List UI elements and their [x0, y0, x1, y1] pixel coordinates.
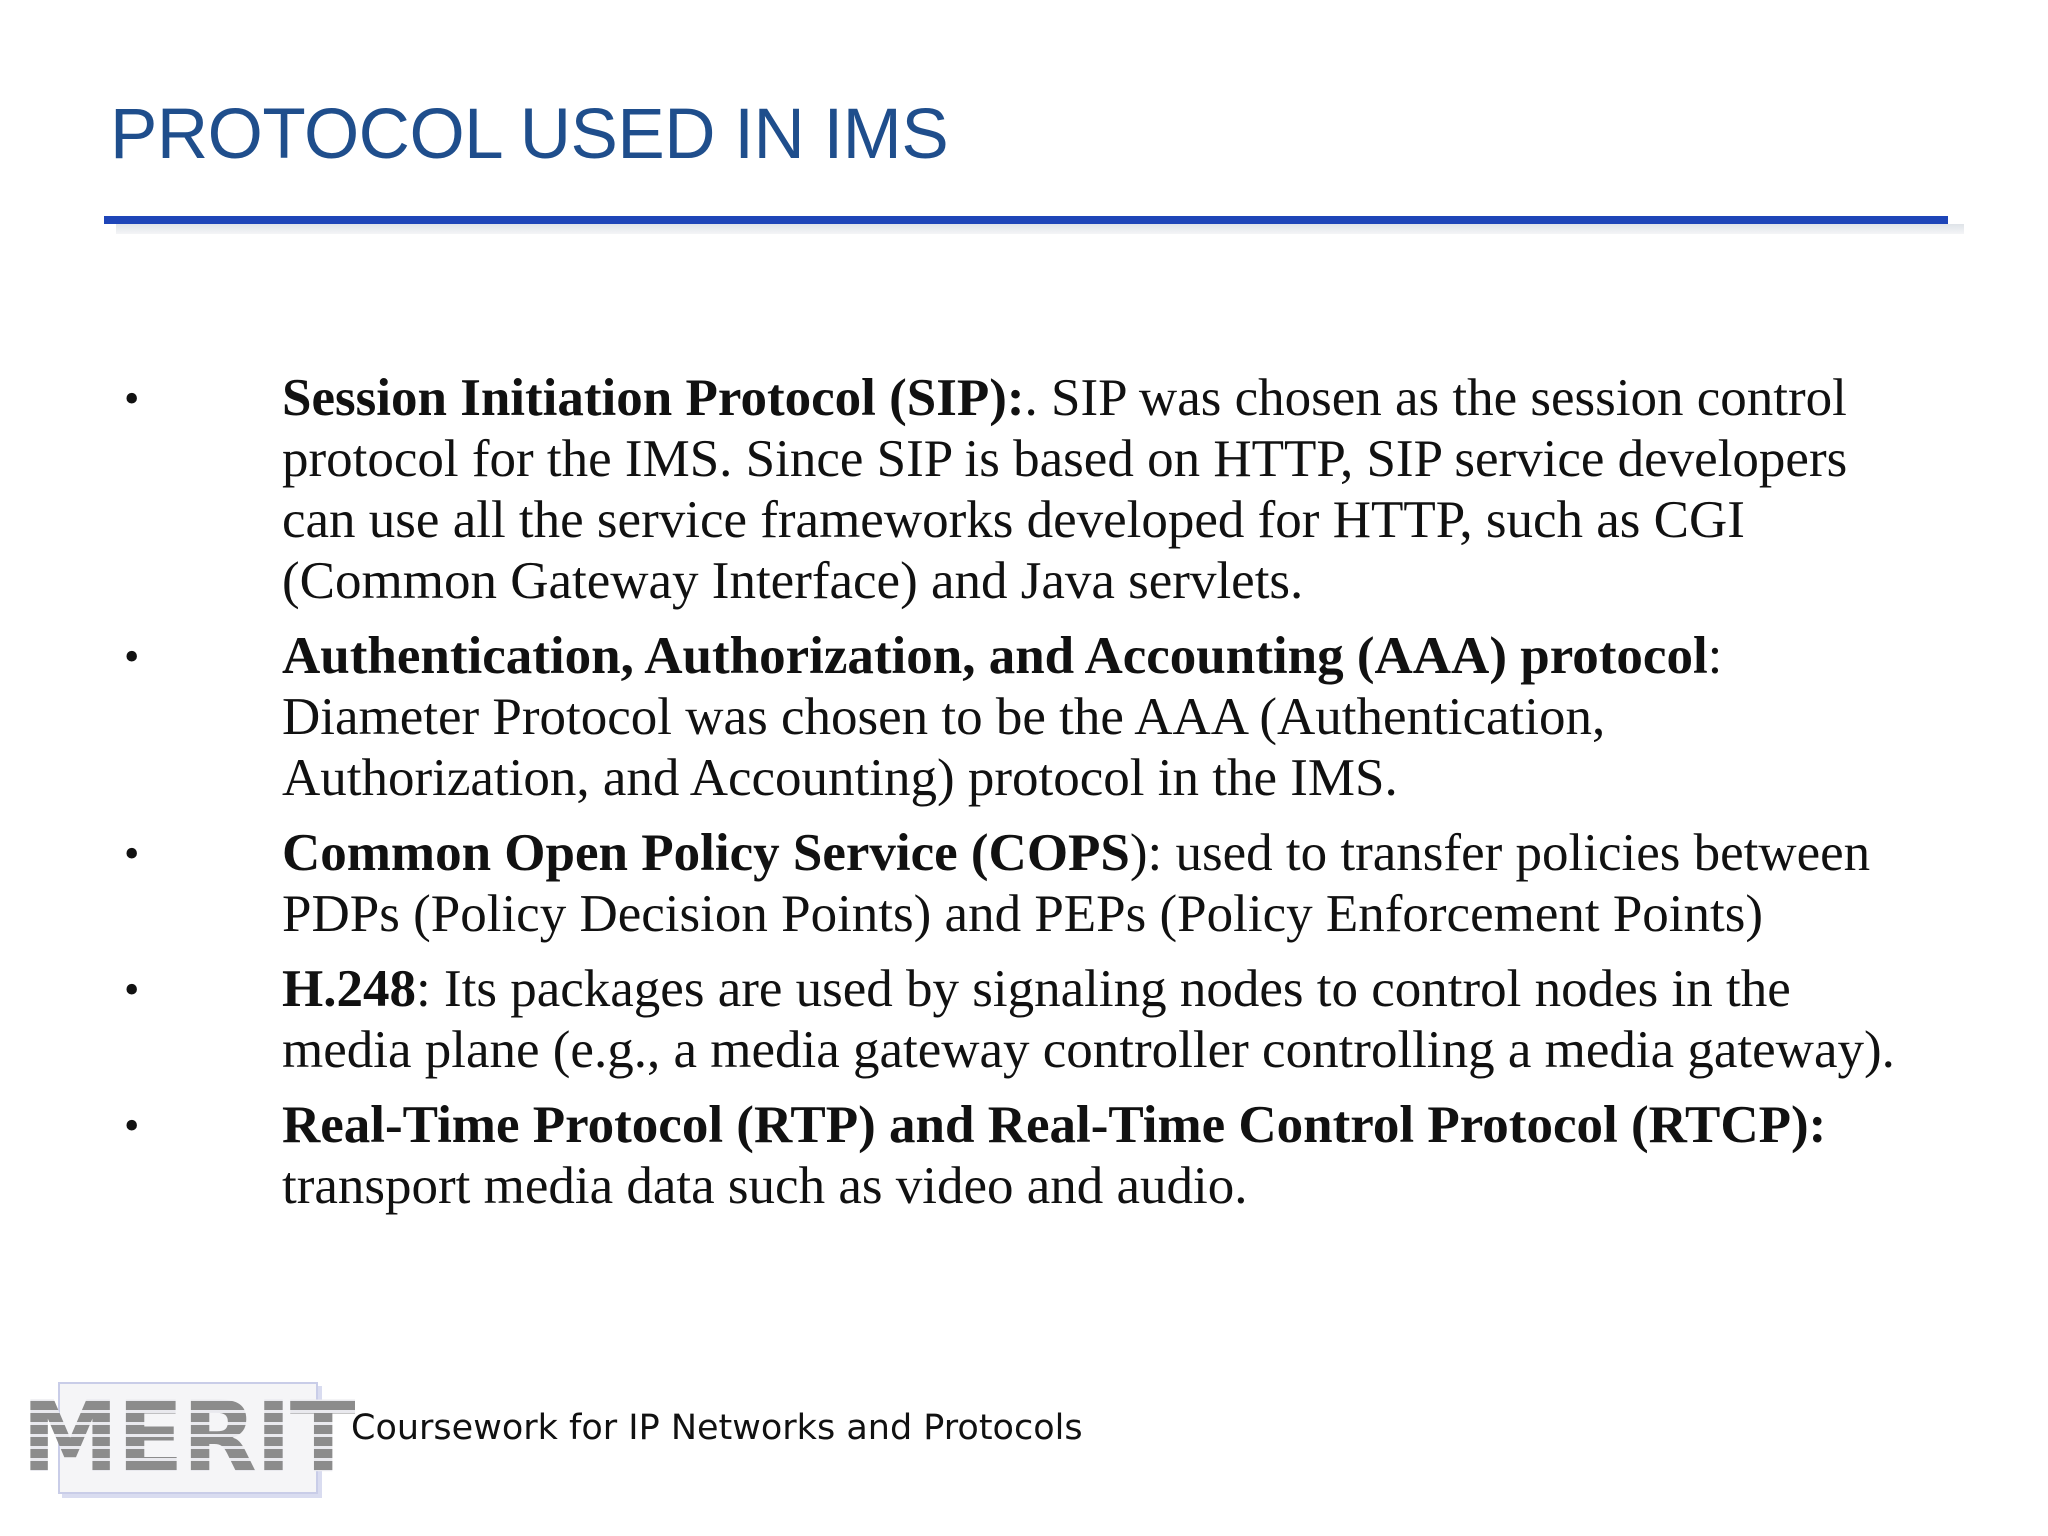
bullet-description: used to transfer policies between PDPs (Policy Decision Points) and PEPs (Policy Enforcement Points): [282, 824, 1871, 943]
bullet-punct: :: [1707, 627, 1723, 685]
merit-logo: [21, 1381, 355, 1495]
bullet-item-sip: [0, 368, 2048, 612]
bullet-term: Session Initiation Protocol (SIP):: [282, 369, 1025, 427]
bullet-dot: •: [124, 965, 140, 1014]
bullet-dot: •: [124, 829, 140, 878]
slide-title: PROTOCOL USED IN IMS: [110, 95, 949, 174]
title-rule: [104, 216, 1948, 224]
bullet-text: [282, 959, 1922, 1081]
merit-logo-text: MERIT: [21, 1381, 355, 1495]
bullet-item-rtp: [0, 1095, 2048, 1217]
bullet-text: [282, 823, 1922, 945]
bullet-text: [282, 626, 1922, 809]
bullet-list: [0, 368, 2048, 1231]
bullet-text: [282, 368, 1922, 612]
bullet-item-cops: [0, 823, 2048, 945]
footer-text: Coursework for IP Networks and Protocols: [351, 1408, 1083, 1448]
bullet-item-h248: [0, 959, 2048, 1081]
bullet-term: Common Open Policy Service (COPS: [282, 824, 1130, 882]
bullet-punct: :: [415, 960, 431, 1018]
title-rule-shadow: [116, 224, 1964, 234]
bullet-description: . SIP was chosen as the session control protocol for the IMS. Since SIP is based on HTTP, SIP service developers can use all the service frameworks developed for HTTP, such as CGI (Common Gateway Interface) and Java servlets.: [282, 369, 1848, 610]
bullet-term: Real-Time Protocol (RTP) and Real-Time Control Protocol (RTCP):: [282, 1096, 1827, 1154]
bullet-description: transport media data such as video and audio.: [282, 1157, 1248, 1215]
bullet-dot: •: [124, 374, 140, 423]
bullet-punct: ):: [1129, 824, 1163, 882]
bullet-term: Authentication, Authorization, and Accounting (AAA) protocol: [282, 627, 1708, 685]
bullet-term: H.248: [282, 960, 416, 1018]
bullet-dot: •: [124, 632, 140, 681]
bullet-text: [282, 1095, 1922, 1217]
bullet-description: Diameter Protocol was chosen to be the AAA (Authentication, Authorization, and Accounting) protocol in the IMS.: [282, 688, 1606, 807]
bullet-dot: •: [124, 1101, 140, 1150]
bullet-item-aaa: [0, 626, 2048, 809]
bullet-description: Its packages are used by signaling nodes to control nodes in the media plane (e.g., a media gateway controller controlling a media gateway).: [282, 960, 1895, 1079]
